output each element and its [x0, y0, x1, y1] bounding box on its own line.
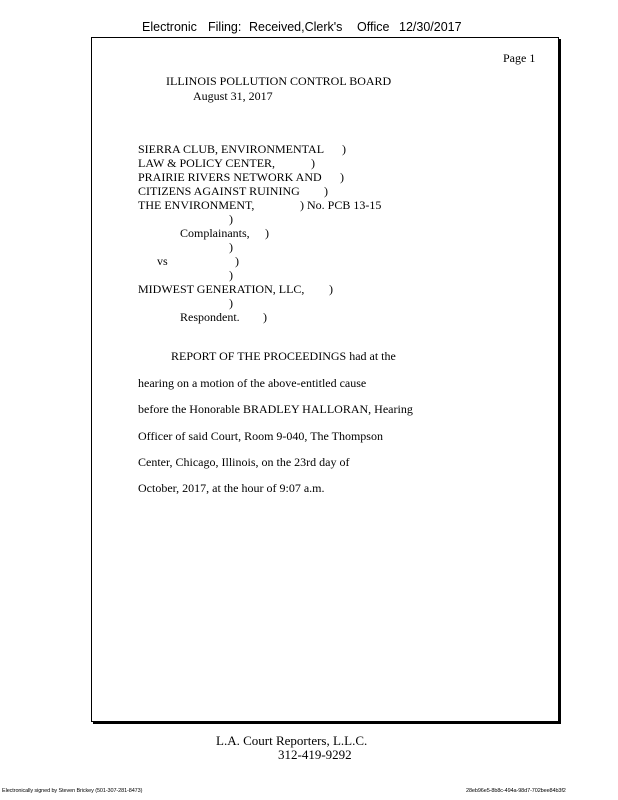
caption-paren: ) — [229, 296, 233, 310]
caption-paren: ) — [229, 240, 233, 254]
body-line-6: October, 2017, at the hour of 9:07 a.m. — [138, 481, 325, 495]
stamp-received: Received,Clerk's — [249, 20, 343, 34]
page-number: Page 1 — [503, 51, 536, 65]
stamp-filing: Filing: — [208, 20, 242, 34]
caption-line-5: THE ENVIRONMENT, — [138, 198, 255, 212]
body-line-4: Officer of said Court, Room 9-040, The Thompson — [138, 429, 383, 443]
vs-label: vs — [157, 254, 168, 268]
caption-paren: ) — [235, 254, 239, 268]
caption-line-4: CITIZENS AGAINST RUINING — [138, 184, 300, 198]
body-line-3: before the Honorable BRADLEY HALLORAN, Hearing — [138, 402, 413, 416]
stamp-office: Office — [357, 20, 390, 34]
board-date: August 31, 2017 — [193, 89, 273, 103]
document-hash: 28eb96e5-8b8c-494a-98d7-702bee84b3f2 — [466, 788, 566, 794]
stamp-date: 12/30/2017 — [399, 20, 462, 34]
board-title: ILLINOIS POLLUTION CONTROL BOARD — [166, 74, 392, 88]
caption-paren: ) — [342, 142, 346, 156]
caption-line-1: SIERRA CLUB, ENVIRONMENTAL — [138, 142, 325, 156]
caption-paren: ) — [311, 156, 315, 170]
footer-phone: 312-419-9292 — [278, 747, 352, 762]
caption-paren: ) — [265, 226, 269, 240]
respondent-name: MIDWEST GENERATION, LLC, — [138, 282, 305, 296]
caption-line-2: LAW & POLICY CENTER, — [138, 156, 276, 170]
caption-paren: ) — [229, 212, 233, 226]
body-line-1: REPORT OF THE PROCEEDINGS had at the — [171, 349, 396, 363]
caption-paren: ) — [340, 170, 344, 184]
caption-paren: ) — [229, 268, 233, 282]
caption-paren: ) — [263, 310, 267, 324]
signature-note: Electronically signed by Steven Brickey (501-307-281-8473) — [2, 788, 143, 794]
complainants-label: Complainants, — [180, 226, 250, 240]
caption-paren: ) — [324, 184, 328, 198]
body-line-2: hearing on a motion of the above-entitled cause — [138, 376, 367, 390]
case-number: ) No. PCB 13-15 — [300, 198, 382, 212]
stamp-electronic: Electronic — [142, 20, 197, 34]
respondent-label: Respondent. — [180, 310, 240, 324]
caption-paren: ) — [329, 282, 333, 296]
body-line-5: Center, Chicago, Illinois, on the 23rd day of — [138, 455, 350, 469]
caption-line-3: PRAIRIE RIVERS NETWORK AND — [138, 170, 322, 184]
footer-company: L.A. Court Reporters, L.L.C. — [216, 733, 368, 748]
